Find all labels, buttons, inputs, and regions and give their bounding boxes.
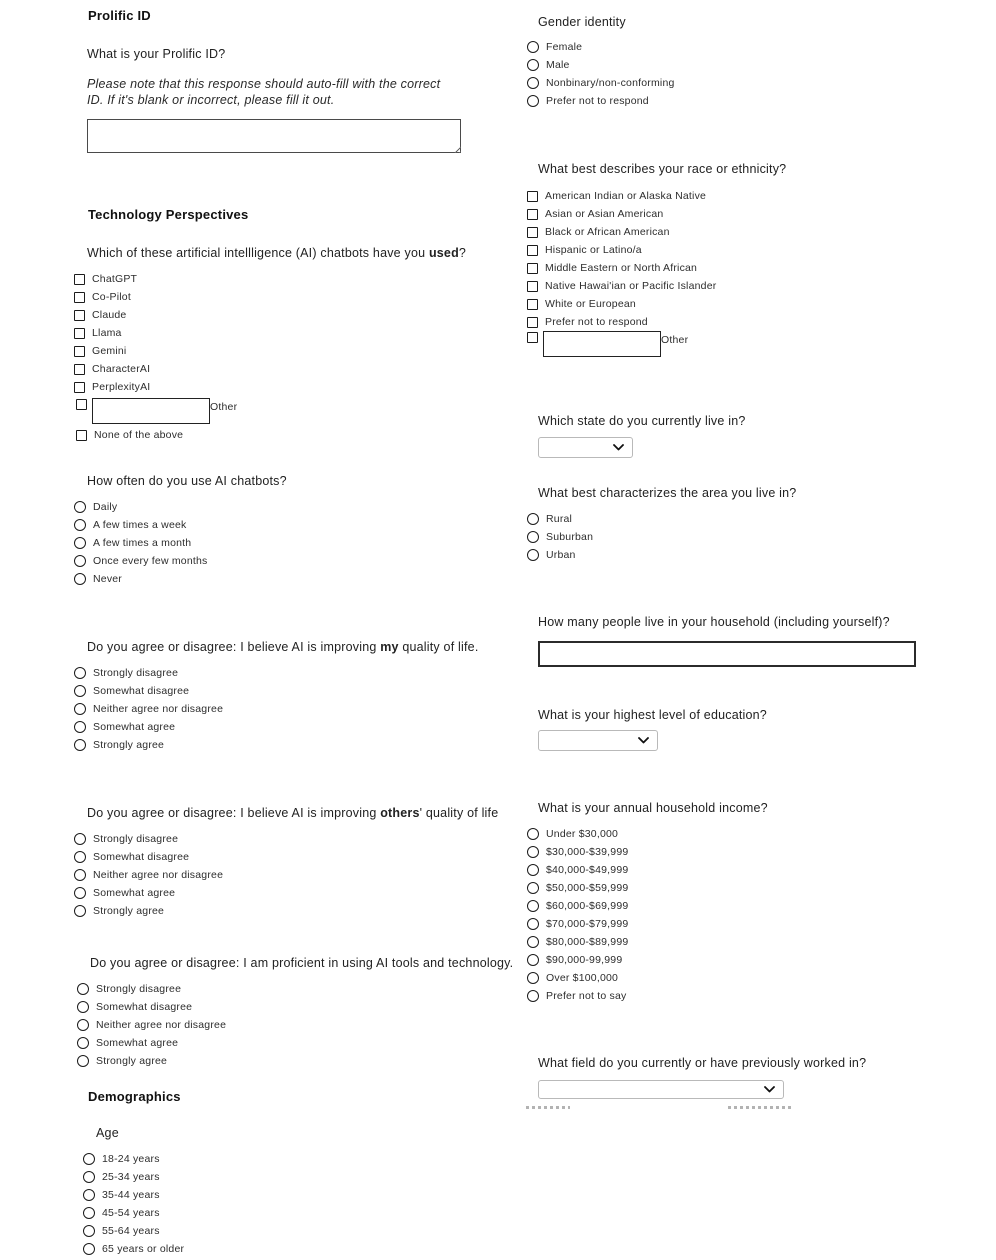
other-label: Other: [210, 401, 238, 413]
area-option[interactable]: [527, 546, 593, 564]
checkbox[interactable]: [74, 382, 85, 393]
option-label: ChatGPT: [92, 273, 138, 285]
prolific-question: What is your Prolific ID?: [87, 47, 226, 61]
agree-others-options-list: [74, 830, 223, 920]
likert-option[interactable]: [74, 830, 223, 848]
option-label: PerplexityAI: [92, 381, 151, 393]
option-label: Once every few months: [93, 555, 208, 567]
option-label: $80,000-$89,999: [546, 936, 629, 948]
option-label: $50,000-$59,999: [546, 882, 629, 894]
likert-option[interactable]: [74, 736, 223, 754]
option-label: Over $100,000: [546, 972, 619, 984]
option-label: Prefer not to respond: [545, 316, 648, 328]
option-label: Rural: [546, 513, 573, 525]
radio-button[interactable]: [74, 555, 86, 567]
option-label: Native Hawai'ian or Pacific Islander: [545, 280, 717, 292]
option-label: Nonbinary/non-conforming: [546, 77, 675, 89]
checkbox[interactable]: [527, 191, 538, 202]
agree-my-question: Do you agree or disagree: I believe AI is improving my quality of life.: [87, 640, 479, 654]
age-option[interactable]: [83, 1186, 184, 1204]
radio-button[interactable]: [527, 846, 539, 858]
option-label: Strongly agree: [96, 1055, 168, 1067]
option-label: A few times a week: [93, 519, 187, 531]
radio-button[interactable]: [74, 851, 86, 863]
area-question: What best characterizes the area you live in?: [538, 486, 797, 500]
checkbox[interactable]: [74, 328, 85, 339]
option-label: 25-34 years: [102, 1171, 160, 1183]
option-label: Claude: [92, 309, 127, 321]
radio-button[interactable]: [527, 531, 539, 543]
option-label: 55-64 years: [102, 1225, 160, 1237]
likert-option[interactable]: [74, 866, 223, 884]
radio-button[interactable]: [77, 983, 89, 995]
checkbox[interactable]: [527, 245, 538, 256]
radio-button[interactable]: [74, 501, 86, 513]
proficient-question: Do you agree or disagree: I am proficient in using AI tools and technology.: [90, 956, 514, 970]
option-label: Prefer not to respond: [546, 95, 649, 107]
option-label: $90,000-99,999: [546, 954, 623, 966]
income-option[interactable]: [527, 933, 628, 951]
age-option[interactable]: [83, 1222, 184, 1240]
radio-button[interactable]: [74, 685, 86, 697]
technology-section-heading: Technology Perspectives: [88, 207, 249, 222]
income-option[interactable]: [527, 861, 628, 879]
chatbot-option[interactable]: [74, 306, 150, 324]
gender-option[interactable]: [527, 92, 675, 110]
option-label: Under $30,000: [546, 828, 619, 840]
option-label: Strongly agree: [93, 739, 165, 751]
radio-button[interactable]: [527, 918, 539, 930]
option-label: Female: [546, 41, 583, 53]
frequency-option[interactable]: [74, 498, 208, 516]
option-label: Neither agree nor disagree: [93, 869, 224, 881]
chatbot-option[interactable]: [74, 342, 150, 360]
option-label: $60,000-$69,999: [546, 900, 629, 912]
likert-option[interactable]: [77, 1052, 226, 1070]
income-options-list: [527, 825, 628, 1005]
income-option[interactable]: [527, 843, 628, 861]
prolific-section-heading: Prolific ID: [88, 8, 151, 23]
radio-button[interactable]: [77, 1001, 89, 1013]
other-label: Other: [661, 334, 689, 346]
checkbox[interactable]: [527, 209, 538, 220]
race-option[interactable]: [527, 295, 716, 313]
chatbot-none-option[interactable]: [76, 426, 183, 444]
chatbot-option[interactable]: [74, 378, 150, 396]
radio-button[interactable]: [527, 954, 539, 966]
option-label: Strongly disagree: [93, 667, 179, 679]
prolific-id-textarea[interactable]: [87, 119, 461, 153]
likert-option[interactable]: [74, 884, 223, 902]
proficient-options-list: [77, 980, 226, 1070]
option-label: Somewhat disagree: [93, 685, 190, 697]
option-label: Somewhat agree: [93, 721, 176, 733]
option-label: Hispanic or Latino/a: [545, 244, 642, 256]
race-option[interactable]: [527, 259, 716, 277]
chatbot-other-input[interactable]: [92, 398, 210, 424]
radio-button[interactable]: [527, 972, 539, 984]
radio-button[interactable]: [74, 721, 86, 733]
gender-option[interactable]: [527, 38, 675, 56]
option-label: CharacterAI: [92, 363, 151, 375]
gender-options-list: [527, 38, 675, 110]
radio-button[interactable]: [83, 1243, 95, 1255]
prolific-textarea-wrap: [87, 119, 463, 155]
option-label: Strongly agree: [93, 905, 165, 917]
race-other-row[interactable]: [527, 331, 688, 357]
chatbot-option[interactable]: [74, 324, 150, 342]
race-option[interactable]: [527, 241, 716, 259]
option-label: $40,000-$49,999: [546, 864, 629, 876]
age-option[interactable]: [83, 1150, 184, 1168]
likert-option[interactable]: [77, 998, 226, 1016]
income-option[interactable]: [527, 969, 628, 987]
race-options-list: [527, 187, 716, 331]
chatbot-other-row[interactable]: [76, 398, 237, 424]
radio-button[interactable]: [527, 41, 539, 53]
radio-button[interactable]: [83, 1189, 95, 1201]
option-label: 65 years or older: [102, 1243, 185, 1255]
checkbox[interactable]: [527, 227, 538, 238]
other-checkbox[interactable]: [527, 332, 538, 343]
other-checkbox[interactable]: [76, 399, 87, 410]
age-question: Age: [96, 1126, 119, 1140]
option-label: White or European: [545, 298, 636, 310]
radio-button[interactable]: [527, 513, 539, 525]
radio-button[interactable]: [74, 703, 86, 715]
radio-button[interactable]: [527, 95, 539, 107]
option-label: Prefer not to say: [546, 990, 627, 1002]
frequency-options-list: [74, 498, 208, 588]
field-question: What field do you currently or have previously worked in?: [538, 1056, 867, 1070]
option-label: 18-24 years: [102, 1153, 160, 1165]
checkbox[interactable]: [527, 317, 538, 328]
area-option[interactable]: [527, 528, 593, 546]
clipped-text-fragment: [526, 1106, 570, 1109]
radio-button[interactable]: [74, 519, 86, 531]
radio-button[interactable]: [74, 667, 86, 679]
option-label: Daily: [93, 501, 118, 513]
state-select[interactable]: [538, 437, 633, 458]
option-label: 45-54 years: [102, 1207, 160, 1219]
income-option[interactable]: [527, 951, 628, 969]
option-label: 35-44 years: [102, 1189, 160, 1201]
chevron-down-icon: [613, 444, 624, 451]
radio-button[interactable]: [74, 887, 86, 899]
option-label: $30,000-$39,999: [546, 846, 629, 858]
radio-button[interactable]: [77, 1019, 89, 1031]
radio-button[interactable]: [74, 739, 86, 751]
option-label: Asian or Asian American: [545, 208, 664, 220]
option-label: Neither agree nor disagree: [93, 703, 224, 715]
option-label: $70,000-$79,999: [546, 918, 629, 930]
checkbox[interactable]: [527, 263, 538, 274]
option-label: Suburban: [546, 531, 594, 543]
radio-button[interactable]: [74, 905, 86, 917]
likert-option[interactable]: [74, 718, 223, 736]
age-option[interactable]: [83, 1240, 184, 1258]
option-label: Urban: [546, 549, 576, 561]
income-option[interactable]: [527, 987, 628, 1005]
radio-button[interactable]: [527, 882, 539, 894]
radio-button[interactable]: [83, 1207, 95, 1219]
state-question: Which state do you currently live in?: [538, 414, 746, 428]
likert-option[interactable]: [74, 700, 223, 718]
likert-option[interactable]: [74, 664, 223, 682]
likert-option[interactable]: [74, 902, 223, 920]
chevron-down-icon: [764, 1086, 775, 1093]
radio-button[interactable]: [83, 1171, 95, 1183]
age-options-list: [83, 1150, 184, 1258]
option-label: Strongly disagree: [96, 983, 182, 995]
option-label: American Indian or Alaska Native: [545, 190, 707, 202]
chatbot-option[interactable]: [74, 360, 150, 378]
likert-option[interactable]: [74, 682, 223, 700]
household-input[interactable]: [538, 641, 916, 667]
radio-button[interactable]: [74, 537, 86, 549]
option-label: Somewhat disagree: [96, 1001, 193, 1013]
income-option[interactable]: [527, 879, 628, 897]
chatbot-options-list: [74, 270, 150, 396]
radio-button[interactable]: [527, 77, 539, 89]
option-label: Middle Eastern or North African: [545, 262, 698, 274]
option-label: Black or African American: [545, 226, 670, 238]
option-label: A few times a month: [93, 537, 192, 549]
gender-question: Gender identity: [538, 15, 626, 29]
checkbox[interactable]: [74, 310, 85, 321]
checkbox[interactable]: [527, 299, 538, 310]
education-question: What is your highest level of education?: [538, 708, 767, 722]
option-label: Never: [93, 573, 123, 585]
gender-option[interactable]: [527, 56, 675, 74]
likert-option[interactable]: [74, 848, 223, 866]
radio-button[interactable]: [77, 1055, 89, 1067]
race-option[interactable]: [527, 223, 716, 241]
option-label: Somewhat agree: [96, 1037, 179, 1049]
chatbot-option[interactable]: [74, 288, 150, 306]
race-option[interactable]: [527, 277, 716, 295]
likert-option[interactable]: [77, 1034, 226, 1052]
frequency-question: How often do you use AI chatbots?: [87, 474, 287, 488]
field-select[interactable]: [538, 1080, 784, 1099]
radio-button[interactable]: [74, 833, 86, 845]
radio-button[interactable]: [83, 1153, 95, 1165]
clipped-text-fragment: [728, 1106, 794, 1109]
radio-button[interactable]: [527, 864, 539, 876]
option-label: Strongly disagree: [93, 833, 179, 845]
radio-button[interactable]: [527, 900, 539, 912]
area-option[interactable]: [527, 510, 593, 528]
income-option[interactable]: [527, 825, 628, 843]
education-select[interactable]: [538, 730, 658, 751]
option-label: Somewhat disagree: [93, 851, 190, 863]
frequency-option[interactable]: [74, 516, 208, 534]
household-question: How many people live in your household (including yourself)?: [538, 615, 890, 629]
option-label: Male: [546, 59, 570, 71]
agree-my-options-list: [74, 664, 223, 754]
checkbox[interactable]: [74, 346, 85, 357]
income-question: What is your annual household income?: [538, 801, 768, 815]
chevron-down-icon: [638, 737, 649, 744]
prolific-note: Please note that this response should auto-fill with the correct ID. If it's blank or incorrect, please fill it out.: [87, 77, 441, 107]
checkbox[interactable]: [74, 292, 85, 303]
option-label: Neither agree nor disagree: [96, 1019, 227, 1031]
area-options-list: [527, 510, 593, 564]
radio-button[interactable]: [527, 936, 539, 948]
radio-button[interactable]: [527, 59, 539, 71]
race-option[interactable]: [527, 187, 716, 205]
income-option[interactable]: [527, 915, 628, 933]
radio-button[interactable]: [527, 549, 539, 561]
checkbox[interactable]: [74, 274, 85, 285]
radio-button[interactable]: [74, 573, 86, 585]
checkbox[interactable]: [74, 364, 85, 375]
checkbox[interactable]: [76, 430, 87, 441]
option-label: None of the above: [94, 429, 184, 441]
radio-button[interactable]: [527, 990, 539, 1002]
option-label: Llama: [92, 327, 122, 339]
likert-option[interactable]: [77, 980, 226, 998]
income-option[interactable]: [527, 897, 628, 915]
chatbot-option[interactable]: [74, 270, 150, 288]
likert-option[interactable]: [77, 1016, 226, 1034]
option-label: Gemini: [92, 345, 127, 357]
radio-button[interactable]: [77, 1037, 89, 1049]
race-question: What best describes your race or ethnicity?: [538, 162, 787, 176]
race-other-input[interactable]: [543, 331, 661, 357]
option-label: Somewhat agree: [93, 887, 176, 899]
chatbots-question: Which of these artificial intellligence (AI) chatbots have you used?: [87, 246, 467, 260]
radio-button[interactable]: [74, 869, 86, 881]
race-option[interactable]: [527, 313, 716, 331]
frequency-option[interactable]: [74, 552, 208, 570]
radio-button[interactable]: [83, 1225, 95, 1237]
demographics-section-heading: Demographics: [88, 1089, 181, 1104]
radio-button[interactable]: [527, 828, 539, 840]
agree-others-question: Do you agree or disagree: I believe AI is improving others' quality of life: [87, 806, 499, 820]
option-label: Co-Pilot: [92, 291, 131, 303]
frequency-option[interactable]: [74, 570, 208, 588]
checkbox[interactable]: [527, 281, 538, 292]
age-option[interactable]: [83, 1204, 184, 1222]
race-option[interactable]: [527, 205, 716, 223]
age-option[interactable]: [83, 1168, 184, 1186]
gender-option[interactable]: [527, 74, 675, 92]
frequency-option[interactable]: [74, 534, 208, 552]
